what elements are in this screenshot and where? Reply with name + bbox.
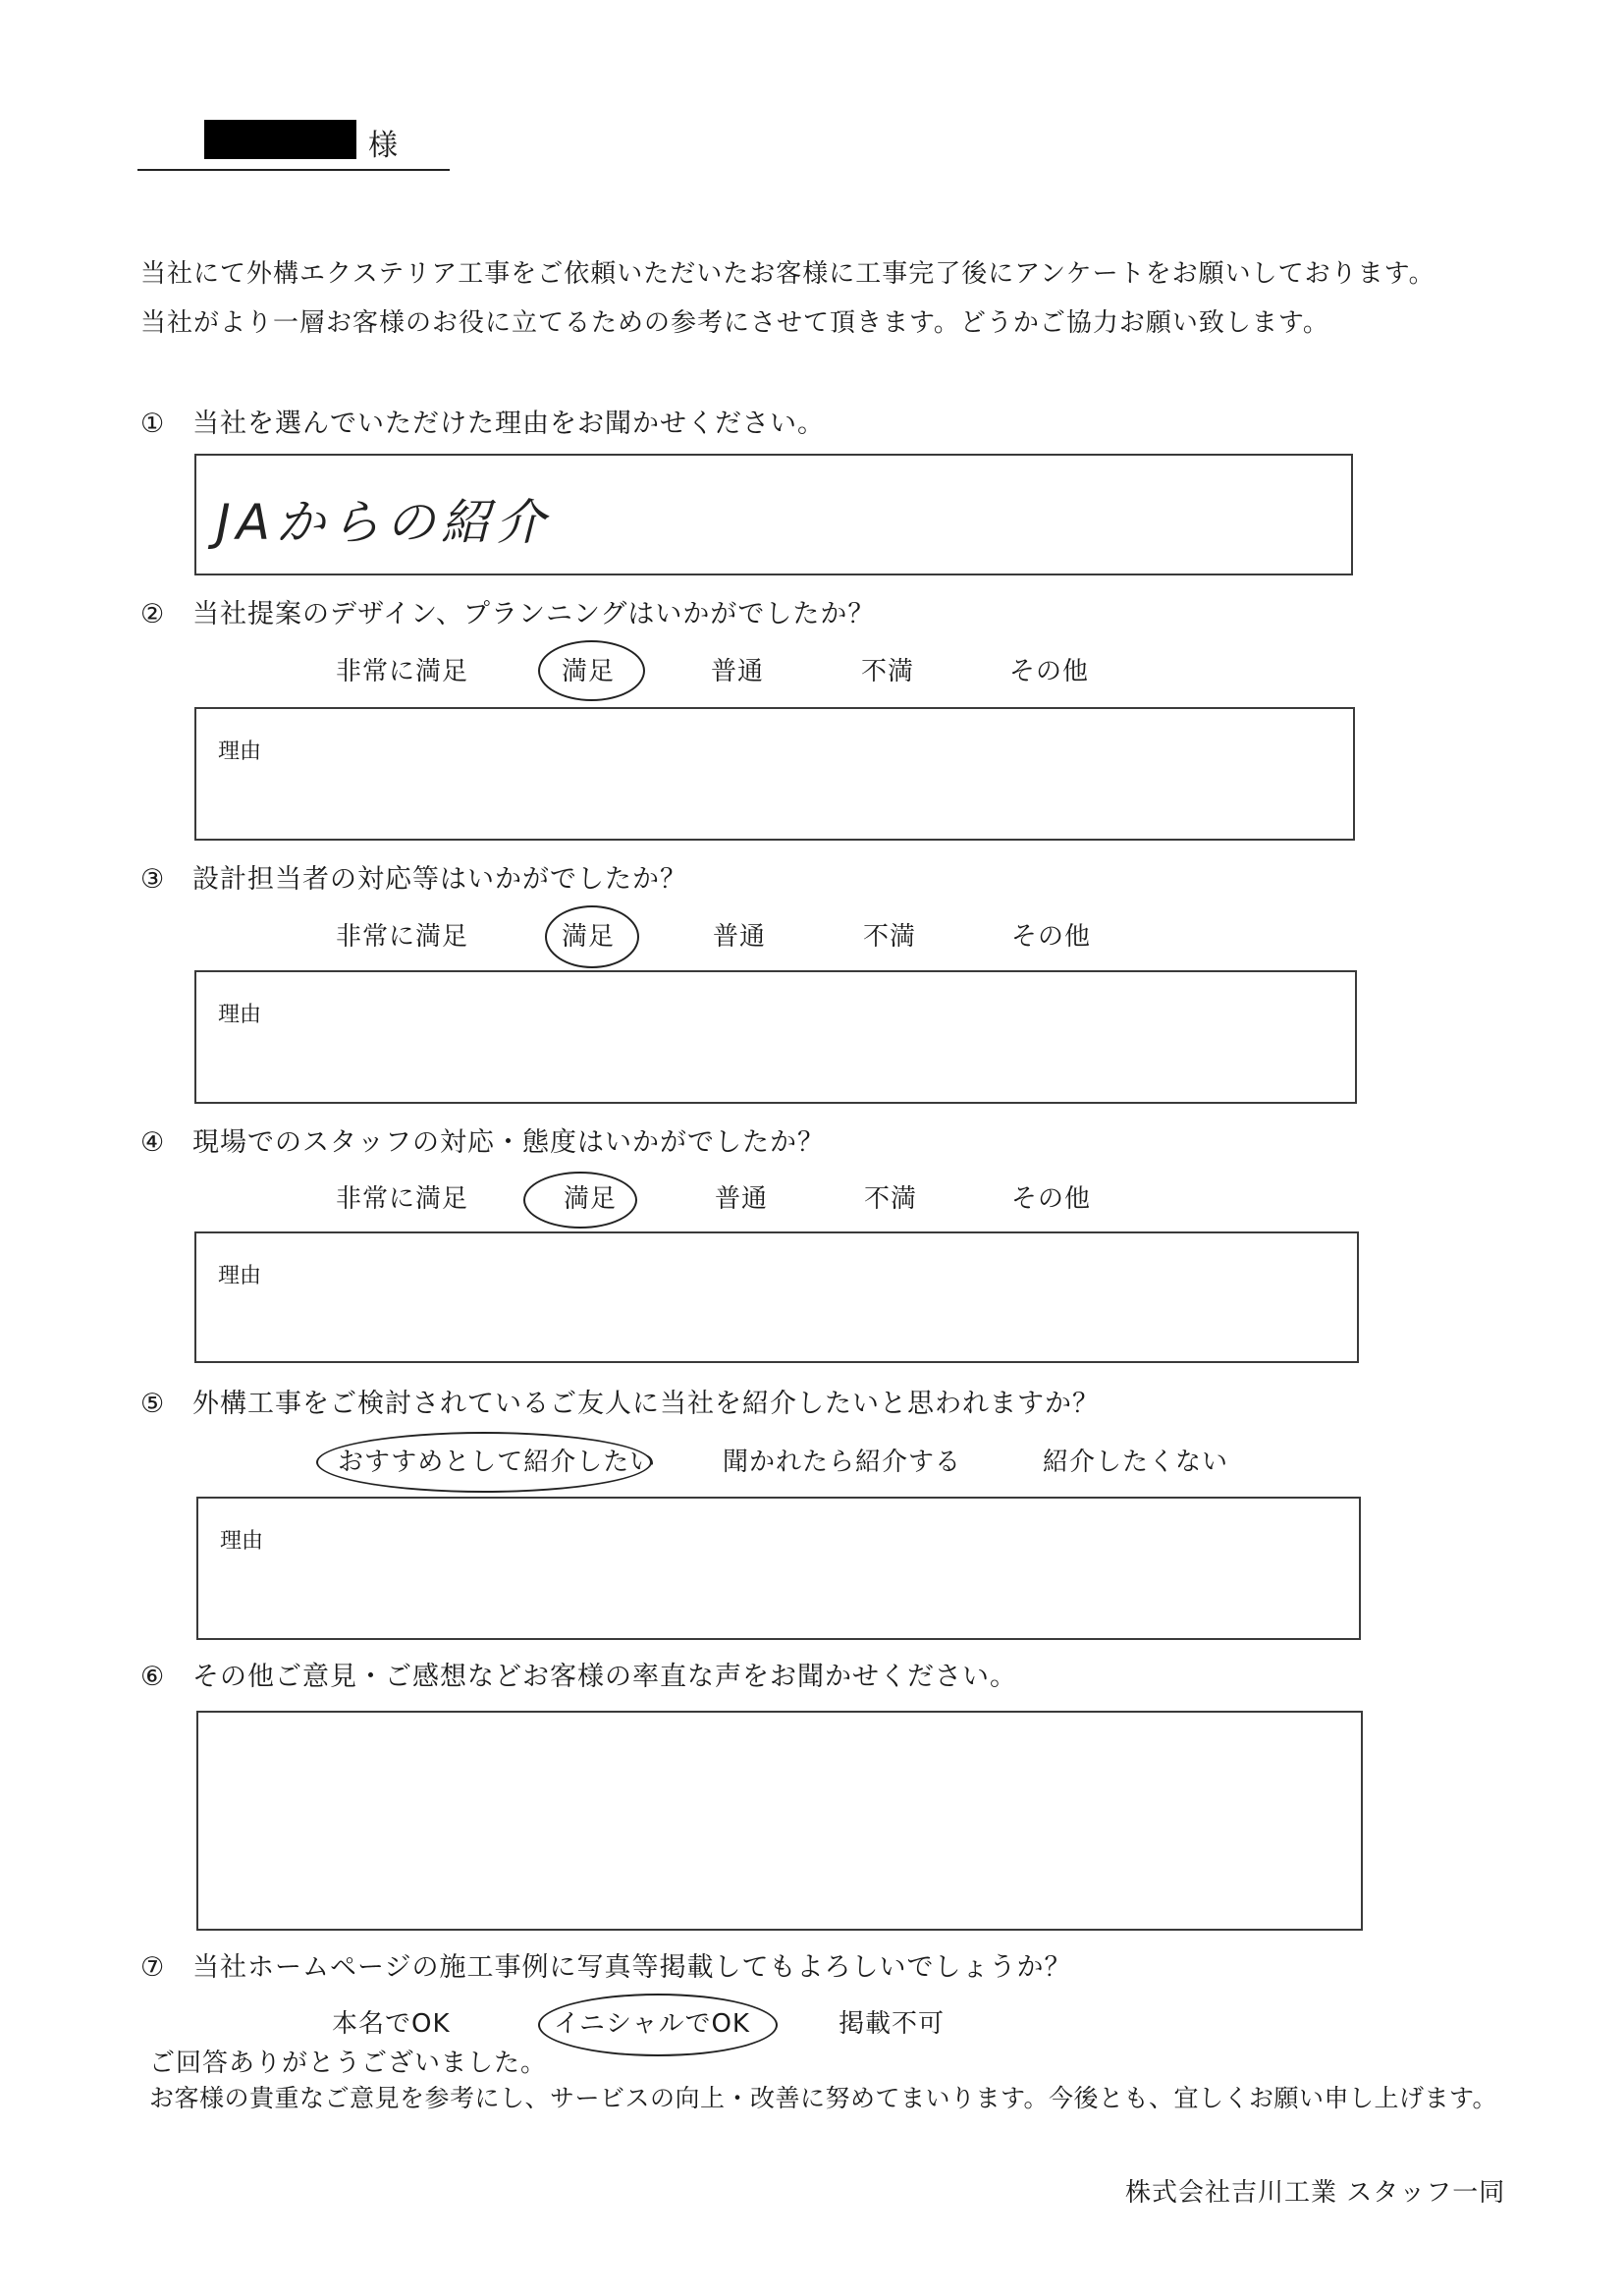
q4-number: ④ <box>140 1127 166 1158</box>
q3-option-very-satisfied: 非常に満足 <box>336 922 469 952</box>
q3-option-satisfied: 満足 <box>562 922 616 952</box>
intro-line-1: 当社にて外構エクステリア工事をご依頼いただいたお客様に工事完了後にアンケートをお願いしております。 <box>140 259 1435 289</box>
q2-option-satisfied: 満足 <box>562 657 616 686</box>
q3-option-dissatisfied: 不満 <box>863 922 917 952</box>
q3-option-other: その他 <box>1011 922 1092 952</box>
q4-option-normal: 普通 <box>715 1184 769 1214</box>
q7-option-initials: イニシャルでOK <box>554 2009 750 2039</box>
q4-option-very-satisfied: 非常に満足 <box>336 1184 469 1214</box>
q4-reason-label: 理由 <box>218 1264 262 1288</box>
q2-option-other: その他 <box>1009 657 1090 686</box>
q2-reason-label: 理由 <box>218 739 262 764</box>
q2-question: 当社提案のデザイン、プランニングはいかがでしたか？ <box>192 599 876 629</box>
q4-option-satisfied: 満足 <box>564 1184 618 1214</box>
q4-reason-box <box>194 1231 1359 1363</box>
q5-number: ⑤ <box>140 1389 166 1419</box>
company-signature: 株式会社吉川工業 スタッフ一同 <box>1125 2178 1506 2208</box>
closing-line-1: ご回答ありがとうございました。 <box>149 2049 548 2078</box>
q7-number: ⑦ <box>140 1952 166 1983</box>
q5-option-recommend: おすすめとして紹介したい <box>338 1448 657 1477</box>
q4-selected-circle <box>523 1172 637 1229</box>
q6-number: ⑥ <box>140 1662 166 1692</box>
q5-question: 外構工事をご検討されているご友人に当社を紹介したいと思われますか？ <box>192 1389 1100 1419</box>
q5-option-not-recommend: 紹介したくない <box>1043 1448 1229 1477</box>
q1-handwritten-answer: JAからの紹介 <box>216 494 551 551</box>
q3-number: ③ <box>140 864 166 895</box>
q1-question: 当社を選んでいただけた理由をお聞かせください。 <box>192 409 825 439</box>
q7-question: 当社ホームページの施工事例に写真等掲載してもよろしいでしょうか？ <box>192 1952 1072 1983</box>
q5-selected-circle <box>316 1432 652 1493</box>
q3-option-normal: 普通 <box>713 922 767 952</box>
q7-option-no-publish: 掲載不可 <box>839 2009 946 2039</box>
q3-question: 設計担当者の対応等はいかがでしたか？ <box>192 864 687 895</box>
name-underline <box>137 169 450 171</box>
q3-selected-circle <box>545 905 639 968</box>
honorific: 様 <box>368 129 399 163</box>
q2-option-dissatisfied: 不満 <box>861 657 915 686</box>
q7-option-real-name: 本名でOK <box>332 2009 451 2039</box>
q2-number: ② <box>140 599 166 629</box>
q4-option-dissatisfied: 不満 <box>864 1184 918 1214</box>
q2-reason-box <box>194 707 1355 841</box>
q2-selected-circle <box>538 640 645 701</box>
q4-question: 現場でのスタッフの対応・態度はいかがでしたか？ <box>192 1127 825 1158</box>
q2-option-very-satisfied: 非常に満足 <box>336 657 469 686</box>
q2-option-normal: 普通 <box>711 657 765 686</box>
q6-question: その他ご意見・ご感想などお客様の率直な声をお聞かせください。 <box>192 1662 1017 1692</box>
redacted-name-block <box>204 120 356 159</box>
q3-reason-box <box>194 970 1357 1104</box>
q6-comment-box <box>196 1711 1363 1931</box>
q5-reason-box <box>196 1497 1361 1640</box>
q5-option-if-asked: 聞かれたら紹介する <box>723 1448 962 1477</box>
q1-answer-box <box>194 454 1353 575</box>
q5-reason-label: 理由 <box>220 1529 264 1554</box>
q4-option-other: その他 <box>1011 1184 1092 1214</box>
closing-line-2: お客様の貴重なご意見を参考にし、サービスの向上・改善に努めてまいります。今後とも、宜しくお願い申し上げます。 <box>149 2084 1498 2112</box>
q7-selected-circle <box>538 1994 778 2056</box>
q3-reason-label: 理由 <box>218 1003 262 1027</box>
intro-line-2: 当社がより一層お客様のお役に立てるための参考にさせて頂きます。どうかご協力お願い致します。 <box>140 308 1329 338</box>
q1-number: ① <box>140 409 166 439</box>
